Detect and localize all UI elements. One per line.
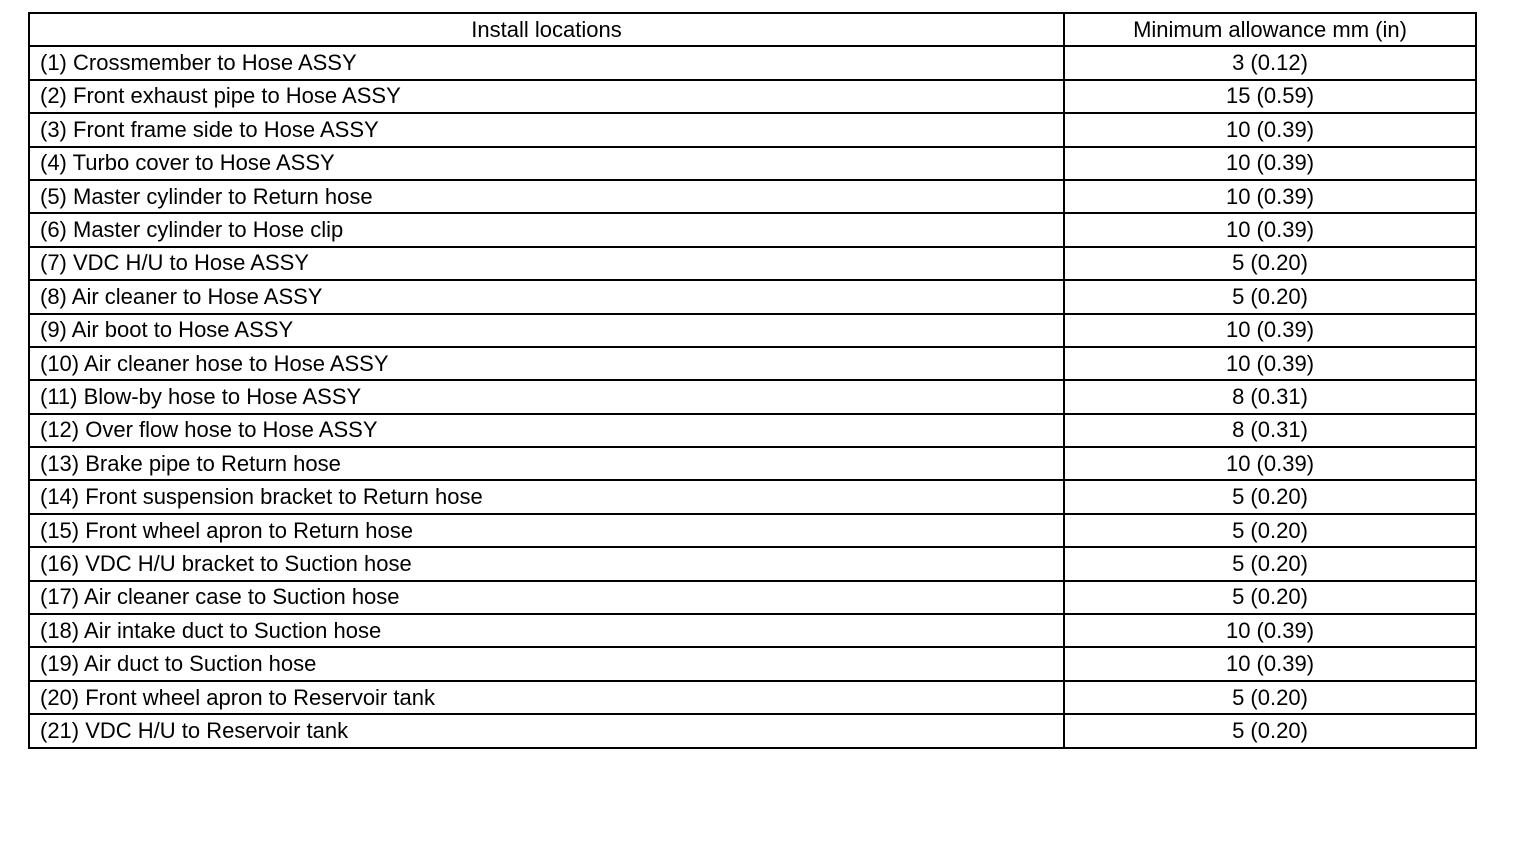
table-row xyxy=(29,314,1476,347)
table-row xyxy=(29,447,1476,480)
install-location-cell: (19) Air duct to Suction hose xyxy=(29,647,1064,680)
table-row xyxy=(29,614,1476,647)
minimum-allowance-cell: 5 (0.20) xyxy=(1064,280,1476,313)
install-location-cell: (17) Air cleaner case to Suction hose xyxy=(29,581,1064,614)
install-location-cell: (20) Front wheel apron to Reservoir tank xyxy=(29,681,1064,714)
minimum-allowance-cell: 10 (0.39) xyxy=(1064,447,1476,480)
table-row xyxy=(29,180,1476,213)
install-location-cell: (5) Master cylinder to Return hose xyxy=(29,180,1064,213)
header-install-locations: Install locations xyxy=(29,13,1064,46)
minimum-allowance-cell: 10 (0.39) xyxy=(1064,213,1476,246)
minimum-allowance-cell: 5 (0.20) xyxy=(1064,681,1476,714)
install-location-cell: (6) Master cylinder to Hose clip xyxy=(29,213,1064,246)
minimum-allowance-cell: 15 (0.59) xyxy=(1064,80,1476,113)
minimum-allowance-cell: 5 (0.20) xyxy=(1064,480,1476,513)
minimum-allowance-cell: 10 (0.39) xyxy=(1064,180,1476,213)
install-location-cell: (2) Front exhaust pipe to Hose ASSY xyxy=(29,80,1064,113)
install-location-cell: (8) Air cleaner to Hose ASSY xyxy=(29,280,1064,313)
install-location-cell: (9) Air boot to Hose ASSY xyxy=(29,314,1064,347)
install-location-cell: (13) Brake pipe to Return hose xyxy=(29,447,1064,480)
table-row xyxy=(29,414,1476,447)
table-row xyxy=(29,581,1476,614)
minimum-allowance-cell: 5 (0.20) xyxy=(1064,247,1476,280)
table-row xyxy=(29,714,1476,747)
table-row xyxy=(29,547,1476,580)
install-location-cell: (14) Front suspension bracket to Return hose xyxy=(29,480,1064,513)
minimum-allowance-cell: 10 (0.39) xyxy=(1064,147,1476,180)
install-location-cell: (18) Air intake duct to Suction hose xyxy=(29,614,1064,647)
table-row xyxy=(29,347,1476,380)
table-row xyxy=(29,280,1476,313)
table-row xyxy=(29,480,1476,513)
minimum-allowance-cell: 10 (0.39) xyxy=(1064,347,1476,380)
table-body xyxy=(29,46,1476,747)
minimum-allowance-cell: 10 (0.39) xyxy=(1064,614,1476,647)
install-location-cell: (21) VDC H/U to Reservoir tank xyxy=(29,714,1064,747)
install-location-cell: (15) Front wheel apron to Return hose xyxy=(29,514,1064,547)
table-row xyxy=(29,681,1476,714)
install-location-cell: (16) VDC H/U bracket to Suction hose xyxy=(29,547,1064,580)
minimum-allowance-cell: 5 (0.20) xyxy=(1064,714,1476,747)
minimum-allowance-cell: 10 (0.39) xyxy=(1064,647,1476,680)
minimum-allowance-cell: 10 (0.39) xyxy=(1064,314,1476,347)
header-minimum-allowance: Minimum allowance mm (in) xyxy=(1064,13,1476,46)
table-row xyxy=(29,514,1476,547)
install-location-cell: (11) Blow-by hose to Hose ASSY xyxy=(29,380,1064,413)
minimum-allowance-cell: 8 (0.31) xyxy=(1064,380,1476,413)
install-location-cell: (3) Front frame side to Hose ASSY xyxy=(29,113,1064,146)
minimum-allowance-cell: 5 (0.20) xyxy=(1064,547,1476,580)
table-row xyxy=(29,380,1476,413)
table-row xyxy=(29,213,1476,246)
table-row xyxy=(29,46,1476,79)
minimum-allowance-cell: 3 (0.12) xyxy=(1064,46,1476,79)
minimum-allowance-cell: 5 (0.20) xyxy=(1064,514,1476,547)
install-location-cell: (10) Air cleaner hose to Hose ASSY xyxy=(29,347,1064,380)
allowance-table xyxy=(28,12,1477,749)
install-location-cell: (12) Over flow hose to Hose ASSY xyxy=(29,414,1064,447)
minimum-allowance-cell: 10 (0.39) xyxy=(1064,113,1476,146)
table-row xyxy=(29,647,1476,680)
install-location-cell: (1) Crossmember to Hose ASSY xyxy=(29,46,1064,79)
table-row xyxy=(29,113,1476,146)
minimum-allowance-cell: 5 (0.20) xyxy=(1064,581,1476,614)
table-row xyxy=(29,147,1476,180)
header-row xyxy=(29,13,1476,46)
table-header xyxy=(29,13,1476,46)
table-row xyxy=(29,247,1476,280)
install-location-cell: (7) VDC H/U to Hose ASSY xyxy=(29,247,1064,280)
minimum-allowance-cell: 8 (0.31) xyxy=(1064,414,1476,447)
table-row xyxy=(29,80,1476,113)
install-location-cell: (4) Turbo cover to Hose ASSY xyxy=(29,147,1064,180)
